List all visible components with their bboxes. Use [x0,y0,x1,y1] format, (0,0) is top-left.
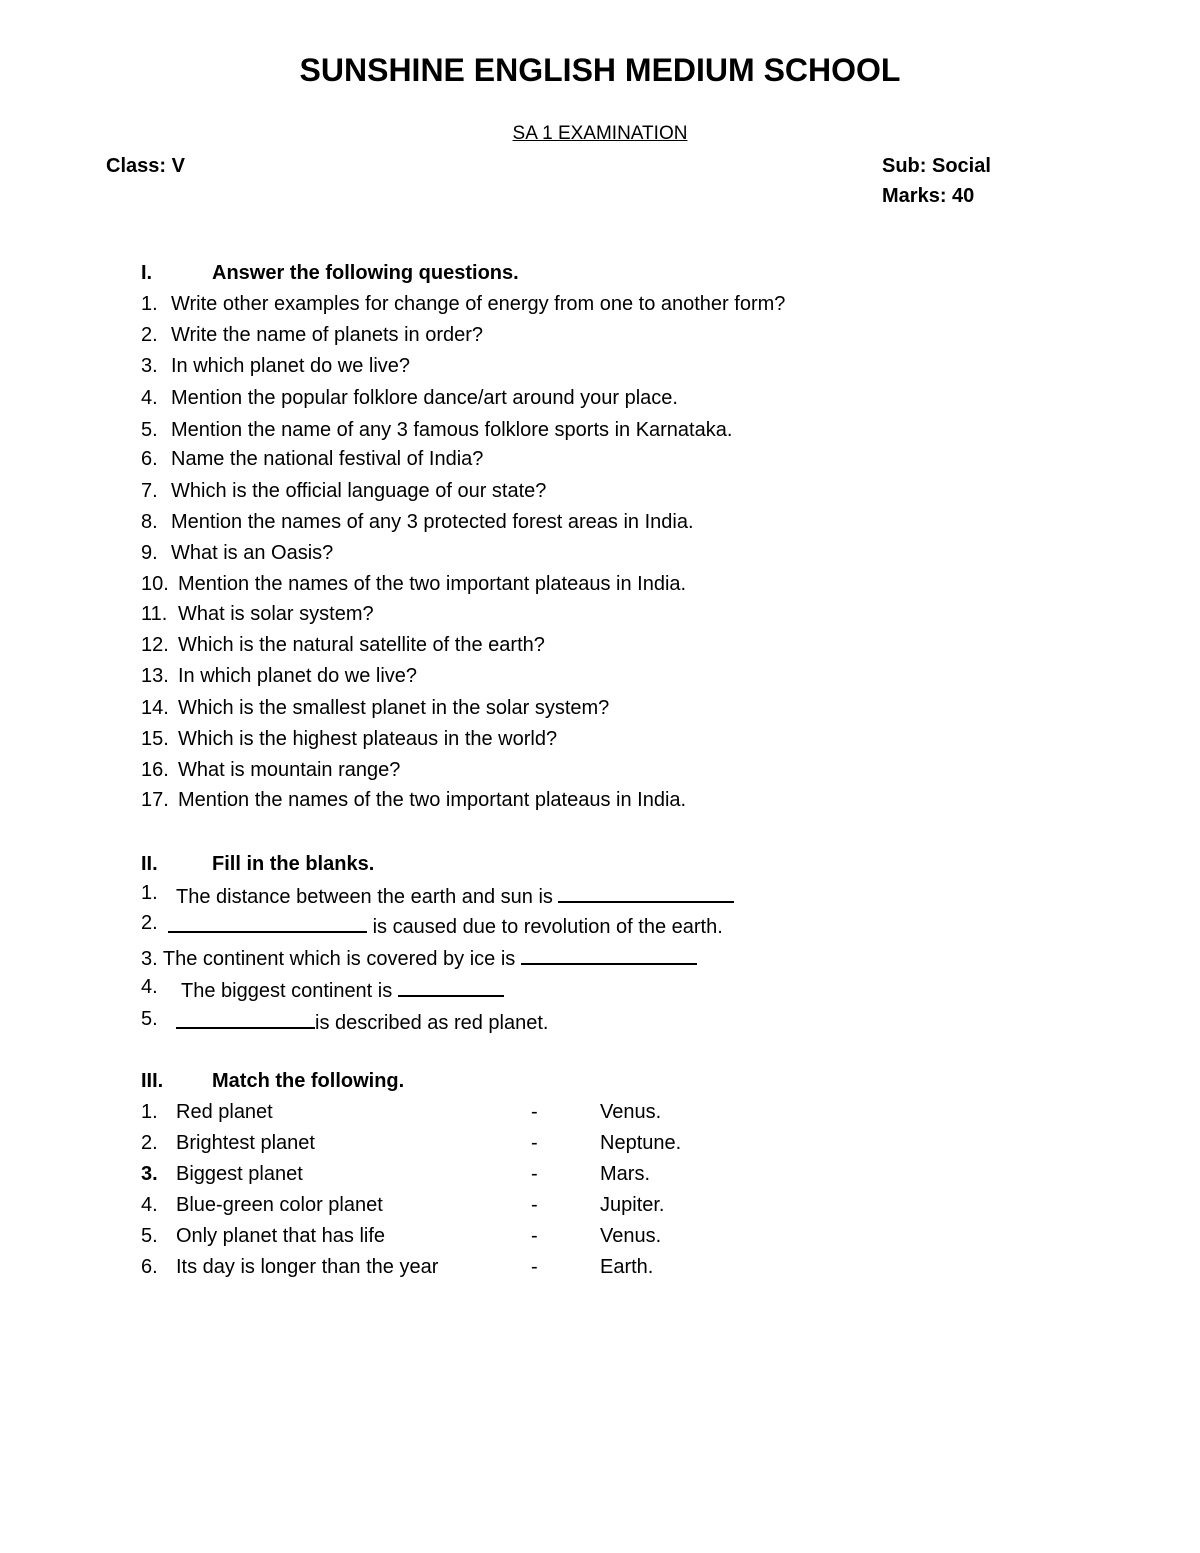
section-1-roman: I. [141,262,153,284]
match-dash: - [531,1194,538,1216]
match-right-term: Neptune. [600,1132,682,1154]
match-number: 2. [141,1132,158,1154]
question-text: Which is the smallest planet in the solar system? [178,697,610,719]
subject-label: Sub: Social [882,155,991,177]
question-number: 1. [141,293,158,315]
question-number: 8. [141,511,158,533]
match-right-term: Jupiter. [600,1194,665,1216]
match-left-term: Blue-green color planet [176,1194,383,1216]
match-left-term: Biggest planet [176,1163,303,1185]
match-number: 4. [141,1194,158,1216]
exam-name: SA 1 EXAMINATION [512,123,688,144]
fill-blank-before: The distance between the earth and sun is [176,886,553,908]
fill-blank-before: The biggest continent is [181,980,393,1002]
answer-blank[interactable] [398,977,504,997]
question-text: Which is the natural satellite of the earth? [178,634,545,656]
match-left-term: Red planet [176,1101,273,1123]
question-number: 6. [141,448,158,470]
section-3-title: Match the following. [212,1070,405,1092]
question-number: 12. [141,634,169,656]
answer-blank[interactable] [176,1009,315,1029]
match-number: 3. [141,1163,158,1185]
match-right-term: Mars. [600,1163,650,1185]
fill-blank-number: 4. [141,976,158,998]
question-text: Which is the official language of our state? [171,480,547,502]
question-number: 4. [141,387,158,409]
question-text: Mention the names of the two important plateaus in India. [178,573,687,595]
match-right-term: Earth. [600,1256,654,1278]
match-left-term: Its day is longer than the year [176,1256,439,1278]
section-3-roman: III. [141,1070,164,1092]
question-text: What is an Oasis? [171,542,334,564]
section-2-roman: II. [141,853,158,875]
question-number: 5. [141,419,158,441]
question-text: In which planet do we live? [178,665,418,687]
fill-blank-number: 2. [141,912,158,934]
question-text: Which is the highest plateaus in the world? [178,728,558,750]
fill-blank-number: 5. [141,1008,158,1030]
answer-blank[interactable] [521,945,697,965]
question-number: 13. [141,665,169,687]
answer-blank[interactable] [168,913,367,933]
answer-blank[interactable] [558,883,734,903]
fill-blank-before: The continent which is covered by ice is [162,948,516,970]
question-number: 10. [141,573,169,595]
match-number: 5. [141,1225,158,1247]
match-number: 6. [141,1256,158,1278]
question-text: Mention the name of any 3 famous folklore sports in Karnataka. [171,419,733,441]
class-label: Class: V [106,155,185,177]
match-dash: - [531,1163,538,1185]
section-1-title: Answer the following questions. [212,262,519,284]
question-text: Mention the names of any 3 protected forest areas in India. [171,511,694,533]
match-number: 1. [141,1101,158,1123]
match-left-term: Only planet that has life [176,1225,386,1247]
question-text: Name the national festival of India? [171,448,484,470]
question-number: 11. [141,603,168,625]
marks-label: Marks: 40 [882,185,975,207]
question-number: 14. [141,697,169,719]
match-dash: - [531,1101,538,1123]
school-name: SUNSHINE ENGLISH MEDIUM SCHOOL [299,52,901,88]
fill-blank-after: is caused due to revolution of the earth. [372,916,723,938]
question-number: 2. [141,324,158,346]
question-number: 17. [141,789,169,811]
question-text: Mention the names of the two important plateaus in India. [178,789,687,811]
question-text: Write the name of planets in order? [171,324,484,346]
fill-blank-text [181,977,504,1001]
question-number: 7. [141,480,158,502]
fill-blank-number: 1. [141,882,158,904]
question-text: Write other examples for change of energy from one to another form? [171,293,786,315]
match-dash: - [531,1132,538,1154]
section-2-title: Fill in the blanks. [212,853,375,875]
match-dash: - [531,1256,538,1278]
fill-blank-text [176,883,734,907]
question-text: What is solar system? [178,603,374,625]
question-number: 16. [141,759,169,781]
match-left-term: Brightest planet [176,1132,315,1154]
fill-blank-text [168,913,723,937]
match-right-term: Venus. [600,1225,662,1247]
question-text: What is mountain range? [178,759,401,781]
match-right-term: Venus. [600,1101,662,1123]
match-dash: - [531,1225,538,1247]
question-text: In which planet do we live? [171,355,411,377]
fill-blank-number: 3. [141,948,158,970]
fill-blank-text [141,945,697,969]
question-number: 15. [141,728,169,750]
question-number: 9. [141,542,158,564]
question-number: 3. [141,355,158,377]
question-text: Mention the popular folklore dance/art around your place. [171,387,678,409]
fill-blank-after: is described as red planet. [315,1012,549,1034]
fill-blank-text [176,1009,548,1033]
